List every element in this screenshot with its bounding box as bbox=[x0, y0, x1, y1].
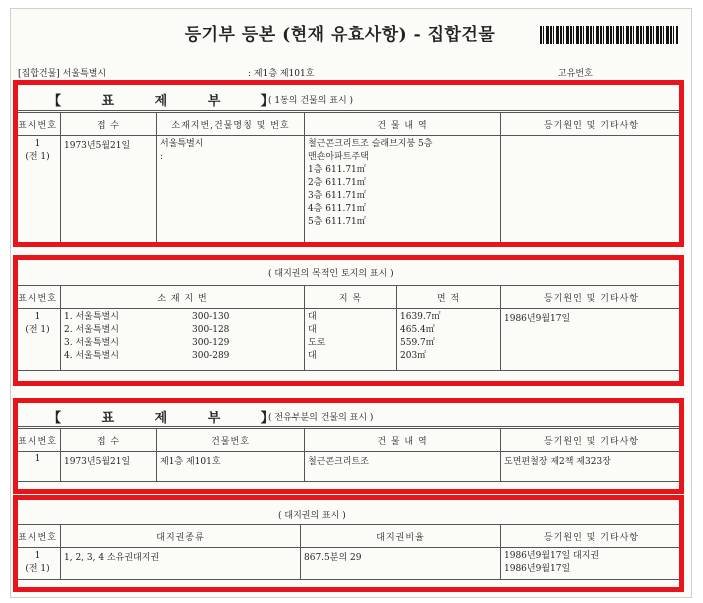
column-header: 건물번호 bbox=[157, 429, 305, 452]
column-header: 등기원인 및 기타사항 bbox=[501, 286, 683, 309]
building-type-label: [집합건물] 서울특별시 bbox=[18, 69, 107, 79]
highlight-frame-land bbox=[13, 255, 684, 386]
building-detail-line: 철근콘크리트조 슬래브지붕 5층 bbox=[308, 139, 433, 149]
column-header: 지 목 bbox=[305, 286, 397, 309]
land-area: 559.7㎡ bbox=[400, 338, 435, 348]
column-header: 소재지번,건물명칭 및 번호 bbox=[157, 113, 305, 136]
column-header: 표시번호 bbox=[15, 525, 61, 548]
record-previous-number: (전 1) bbox=[25, 564, 50, 574]
land-lot-name: 1. 서울특별시 bbox=[64, 312, 119, 322]
building-detail-line: 1층 611.71㎡ bbox=[308, 165, 366, 175]
land-lot-name: 4. 서울특별시 bbox=[64, 351, 119, 361]
record-number: 1 bbox=[34, 139, 41, 149]
building-number: 제1층 제101호 bbox=[157, 452, 305, 482]
column-header: 표시번호 bbox=[15, 429, 61, 452]
land-area: 203㎡ bbox=[400, 351, 427, 361]
column-header: 접 수 bbox=[61, 429, 157, 452]
building-details: 철근콘크리트조 bbox=[305, 452, 501, 482]
column-header: 건 물 내 역 bbox=[305, 113, 501, 136]
record-previous-number: (전 1) bbox=[25, 152, 50, 162]
land-category: 대 bbox=[308, 351, 317, 361]
land-right-kind: 1, 2, 3, 4 소유권대지권 bbox=[61, 548, 301, 580]
land-area: 1639.7㎡ bbox=[400, 312, 441, 322]
column-header: 표시번호 bbox=[15, 286, 61, 309]
column-header: 등기원인 및 기타사항 bbox=[501, 429, 683, 452]
land-area: 465.4㎡ bbox=[400, 325, 435, 335]
column-header: 소 재 지 번 bbox=[61, 286, 305, 309]
building-detail-line: 5층 611.71㎡ bbox=[308, 217, 366, 227]
record-previous-number: (전 1) bbox=[25, 325, 50, 335]
land-category: 대 bbox=[308, 325, 317, 335]
title-section-subtitle: ( 1동의 건물의 표시 ) bbox=[268, 96, 354, 106]
land-category: 도로 bbox=[308, 338, 326, 348]
land-category: 대 bbox=[308, 312, 317, 322]
registration-cause: 1986년9월17일 bbox=[501, 309, 683, 371]
record-number: 1 bbox=[15, 452, 61, 482]
column-header: 면 적 bbox=[397, 286, 501, 309]
land-lot-number: 300-129 bbox=[192, 338, 230, 348]
land-lot-number: 300-289 bbox=[192, 351, 230, 361]
building-detail-line: 맨숀아파트주택 bbox=[308, 152, 369, 162]
unique-number-label: 고유번호 bbox=[558, 69, 593, 79]
land-lot-name: 3. 서울특별시 bbox=[64, 338, 119, 348]
registration-cause: 도면편철장 제2책 제323장 bbox=[501, 452, 683, 482]
document-title: 등기부 등본 (현재 유효사항) - 집합건물 bbox=[184, 25, 496, 45]
unit-section-subtitle: ( 전유부분의 건물의 표시 ) bbox=[268, 413, 374, 423]
building-detail-line: 2층 611.71㎡ bbox=[308, 178, 366, 188]
rights-section-subtitle: ( 대지권의 표시 ) bbox=[278, 511, 346, 521]
column-header: 대지권비율 bbox=[301, 525, 501, 548]
land-lot-number: 300-128 bbox=[192, 325, 230, 335]
highlight-frame-building-title bbox=[13, 80, 684, 247]
address-continuation: : bbox=[160, 152, 164, 162]
registration-cause-line: 1986년9월17일 대지권 bbox=[504, 551, 600, 561]
highlight-frame-unit bbox=[13, 398, 684, 494]
received-date: 1973년5월21일 bbox=[61, 452, 157, 482]
land-lot-name: 2. 서울특별시 bbox=[64, 325, 119, 335]
land-right-ratio: 867.5분의 29 bbox=[301, 548, 501, 580]
unit-value: 제1층 제101호 bbox=[253, 69, 315, 79]
barcode-image bbox=[540, 26, 678, 44]
highlight-frame-land-rights bbox=[13, 495, 684, 592]
column-header: 건 물 내 역 bbox=[305, 429, 501, 452]
column-header: 등기원인 및 기타사항 bbox=[501, 525, 683, 548]
building-detail-line: 3층 611.71㎡ bbox=[308, 191, 366, 201]
land-lot-number: 300-130 bbox=[192, 312, 230, 322]
received-date: 1973년5월21일 bbox=[61, 136, 157, 244]
column-header: 표시번호 bbox=[15, 113, 61, 136]
column-header: 접 수 bbox=[61, 113, 157, 136]
column-header: 대지권종류 bbox=[61, 525, 301, 548]
unit-label: : 제1층 제101호 bbox=[248, 69, 315, 79]
record-number: 1 bbox=[34, 312, 41, 322]
building-detail-line: 4층 611.71㎡ bbox=[308, 204, 366, 214]
unit-section-heading: 【 표 제 부 】 bbox=[48, 411, 292, 426]
registration-cause-line: 1986년9월17일 bbox=[504, 564, 571, 574]
land-section-subtitle: ( 대지권의 목적인 토지의 표시 ) bbox=[268, 269, 394, 279]
column-header: 등기원인 및 기타사항 bbox=[501, 113, 683, 136]
record-number: 1 bbox=[34, 551, 41, 561]
address-text: 서울특별시 bbox=[160, 139, 204, 149]
title-section-heading: 【 표 제 부 】 bbox=[48, 94, 292, 109]
